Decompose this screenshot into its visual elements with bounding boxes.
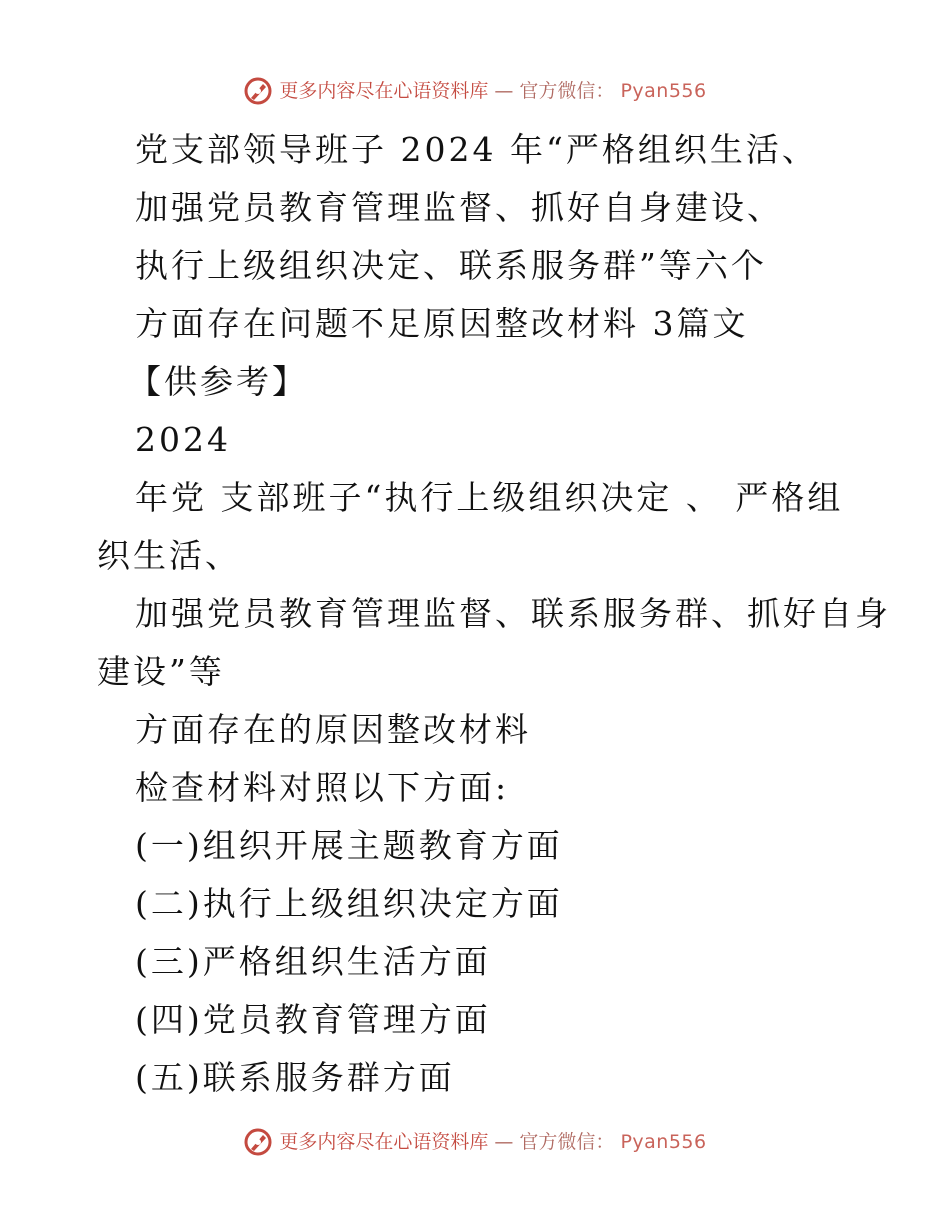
list-item: (一)组织开展主题教育方面	[135, 826, 563, 865]
watermark-account: Pyan556	[620, 1131, 707, 1153]
list-item: (四)党员教育管理方面	[135, 1000, 491, 1039]
title-line-4: 方面存在问题不足原因整改材料 3篇文	[135, 304, 749, 343]
title-line-3: 执行上级组织决定、联系服务群”等六个	[135, 246, 767, 285]
subtitle-line-2: 年党 支部班子“执行上级组织决定 、 严格组	[135, 478, 844, 517]
list-item: (二)执行上级组织决定方面	[135, 884, 563, 923]
footer-watermark	[0, 1127, 950, 1157]
subtitle-line-5: 建设”等	[97, 652, 225, 691]
subtitle-line-1: 2024	[135, 420, 231, 459]
list-item: (五)联系服务群方面	[135, 1058, 455, 1097]
reference-note: 【供参考】	[128, 362, 308, 401]
list-item: (三)严格组织生活方面	[135, 942, 491, 981]
pen-circle-logo-icon	[243, 76, 273, 106]
watermark-label: 官方微信：	[519, 1131, 615, 1153]
title-line-1: 党支部领导班子 2024 年“严格组织生活、	[135, 130, 818, 169]
intro-text: 检查材料对照以下方面:	[135, 768, 510, 807]
watermark-account: Pyan556	[620, 80, 707, 102]
pen-circle-logo-icon	[243, 1127, 273, 1157]
watermark-main-text: 更多内容尽在心语资料库	[279, 1131, 489, 1153]
watermark-separator: —	[494, 80, 514, 102]
watermark-label: 官方微信：	[519, 80, 615, 102]
watermark-separator: —	[494, 1131, 514, 1153]
subtitle-line-6: 方面存在的原因整改材料	[135, 710, 531, 749]
subtitle-line-4: 加强党员教育管理监督、联系服务群、抓好自身	[135, 594, 891, 633]
watermark-main-text: 更多内容尽在心语资料库	[279, 80, 489, 102]
title-line-2: 加强党员教育管理监督、抓好自身建设、	[135, 188, 783, 227]
subtitle-line-3: 织生活、	[97, 536, 241, 575]
header-watermark	[0, 76, 950, 106]
